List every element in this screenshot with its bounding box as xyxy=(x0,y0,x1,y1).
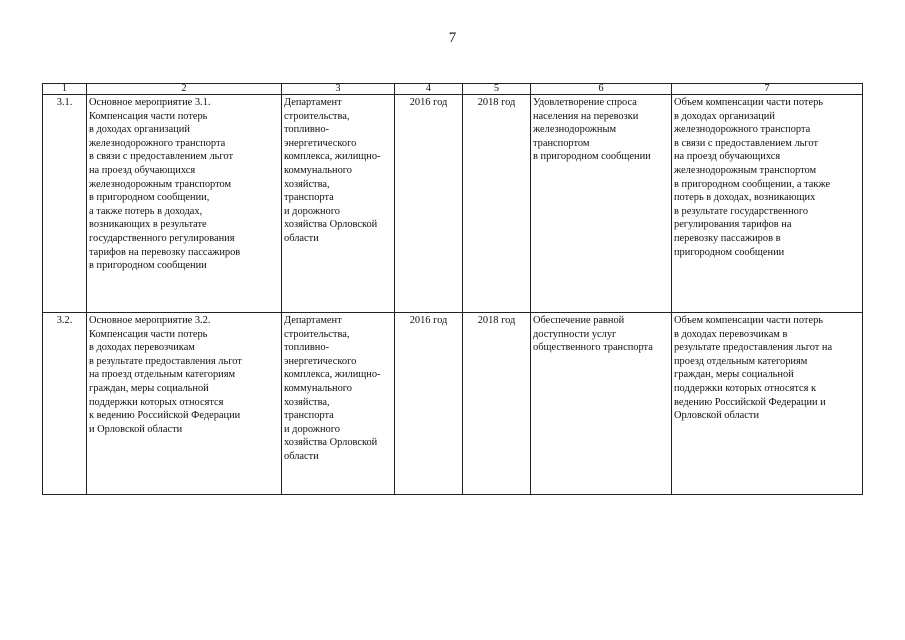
column-header-7: 7 xyxy=(672,84,863,95)
column-header-1: 1 xyxy=(43,84,87,95)
measures-table xyxy=(42,83,863,495)
column-header-5: 5 xyxy=(463,84,531,95)
column-header-6: 6 xyxy=(531,84,672,95)
start-year: 2016 год xyxy=(395,313,463,495)
start-year: 2016 год xyxy=(395,95,463,313)
indicator: Объем компенсации части потерь в доходах перевозчикам в результате предоставления льгот на проезд отдельным категориям граждан, меры социальной поддержки которых относятся к ведению Российской Федерации и Орловской области xyxy=(672,313,863,495)
event-description: Основное мероприятие 3.1. Компенсация части потерь в доходах организаций железнодорожного транспорта в связи с предоставлением льгот на проезд обучающихся железнодорожным транспортом в пригородном сообщении, а также потерь в доходах, возникающих в результате государственного регулирования тарифов на перевозку пассажиров в пригородном сообщении xyxy=(87,95,282,313)
page-number: 7 xyxy=(448,30,457,46)
event-description: Основное мероприятие 3.2. Компенсация части потерь в доходах перевозчикам в результате предоставления льгот на проезд отдельным категориям граждан, меры социальной поддержки которых относятся к ведению Российской Федерации и Орловской области xyxy=(87,313,282,495)
expected-result: Обеспечение равной доступности услуг общественного транспорта xyxy=(531,313,672,495)
executor: Департамент строительства, топливно- энергетического комплекса, жилищно- коммунального хозяйства, транспорта и дорожного хозяйства Орловской области xyxy=(282,95,395,313)
column-header-2: 2 xyxy=(87,84,282,95)
column-header-4: 4 xyxy=(395,84,463,95)
indicator: Объем компенсации части потерь в доходах организаций железнодорожного транспорта в связи с предоставлением льгот на проезд обучающихся железнодорожным транспортом в пригородном сообщении, а также потерь в доходах, возникающих в результате государственного регулирования тарифов на перевозку пассажиров в пригородном сообщении xyxy=(672,95,863,313)
table-header-row xyxy=(43,84,863,95)
table-row xyxy=(43,313,863,495)
expected-result: Удовлетворение спроса населения на перевозки железнодорожным транспортом в пригородном сообщении xyxy=(531,95,672,313)
row-number: 3.1. xyxy=(43,95,87,313)
end-year: 2018 год xyxy=(463,313,531,495)
column-header-3: 3 xyxy=(282,84,395,95)
table-row xyxy=(43,95,863,313)
row-number: 3.2. xyxy=(43,313,87,495)
executor: Департамент строительства, топливно- энергетического комплекса, жилищно- коммунального хозяйства, транспорта и дорожного хозяйства Орловской области xyxy=(282,313,395,495)
end-year: 2018 год xyxy=(463,95,531,313)
